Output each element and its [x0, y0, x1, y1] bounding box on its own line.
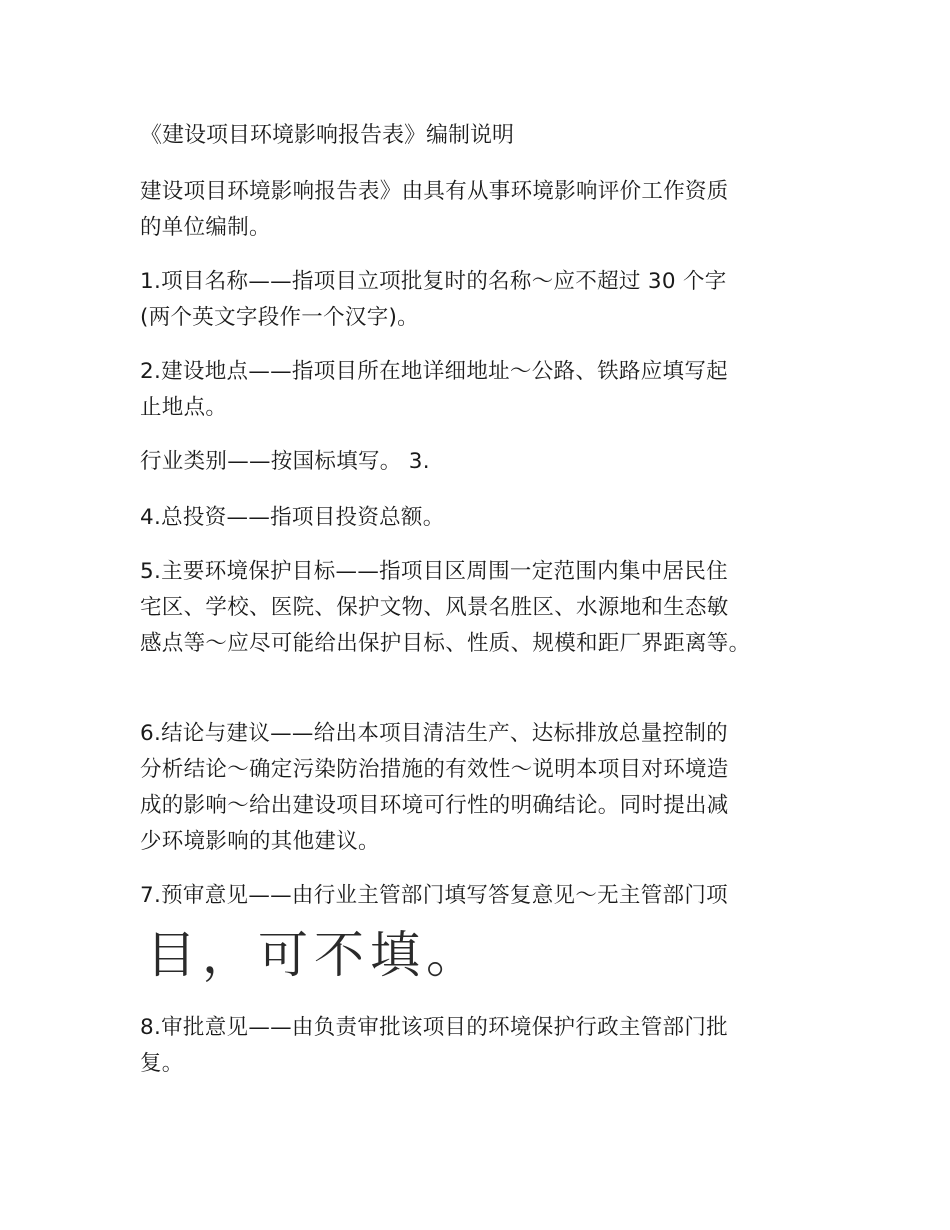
text-line: 8.审批意见——由负责审批该项目的环境保护行政主管部门批 — [140, 1015, 728, 1040]
text-line: 2.建设地点——指项目所在地详细地址～公路、铁路应填写起 — [140, 359, 728, 384]
text-line: 少环境影响的其他建议。 — [140, 829, 380, 854]
text-line: 成的影响～给出建设项目环境可行性的明确结论。同时提出减 — [140, 793, 729, 818]
item-3-industry — [140, 444, 840, 480]
text-line: 建设项目环境影响报告表》由具有从事环境影响评价工作资质 — [140, 179, 729, 204]
text-line: 5.主要环境保护目标——指项目区周围一定范围内集中居民住 — [140, 559, 728, 584]
text-line: 分析结论～确定污染防治措施的有效性～说明本项目对环境造 — [140, 757, 729, 782]
item-2-location — [140, 354, 840, 426]
item-8-approval — [140, 1010, 840, 1082]
text-line: 宅区、学校、医院、保护文物、风景名胜区、水源地和生态敏 — [140, 595, 729, 620]
item-1-project-name — [140, 264, 840, 336]
text-line: 4.总投资——指项目投资总额。 — [140, 505, 445, 530]
text-line: 止地点。 — [140, 395, 228, 420]
text-line: (两个英文字段作一个汉字)。 — [140, 305, 419, 330]
text-line: 6.结论与建议——给出本项目清洁生产、达标排放总量控制的 — [140, 721, 728, 746]
document-title: 《建设项目环境影响报告表》编制说明 — [140, 123, 515, 148]
item-5-protection-targets — [140, 554, 840, 662]
text-line: 的单位编制。 — [140, 215, 271, 240]
item-7-scanned-text: 目，可不填。 — [146, 926, 482, 984]
text-line: 感点等～应尽可能给出保护目标、性质、规模和距厂界距离等。 — [140, 631, 751, 656]
text-line: 7.预审意见——由行业主管部门填写答复意见～无主管部门项 — [140, 883, 728, 908]
item-4-investment — [140, 500, 840, 536]
intro-paragraph — [140, 174, 840, 246]
text-line: 1.项目名称——指项目立项批复时的名称～应不超过 30 个字 — [140, 269, 727, 294]
item-7-preliminary-review — [140, 878, 840, 914]
text-line: 复。 — [140, 1051, 184, 1076]
item-6-conclusion — [140, 716, 840, 860]
text-line: 行业类别——按国标填写。 3. — [140, 449, 430, 474]
